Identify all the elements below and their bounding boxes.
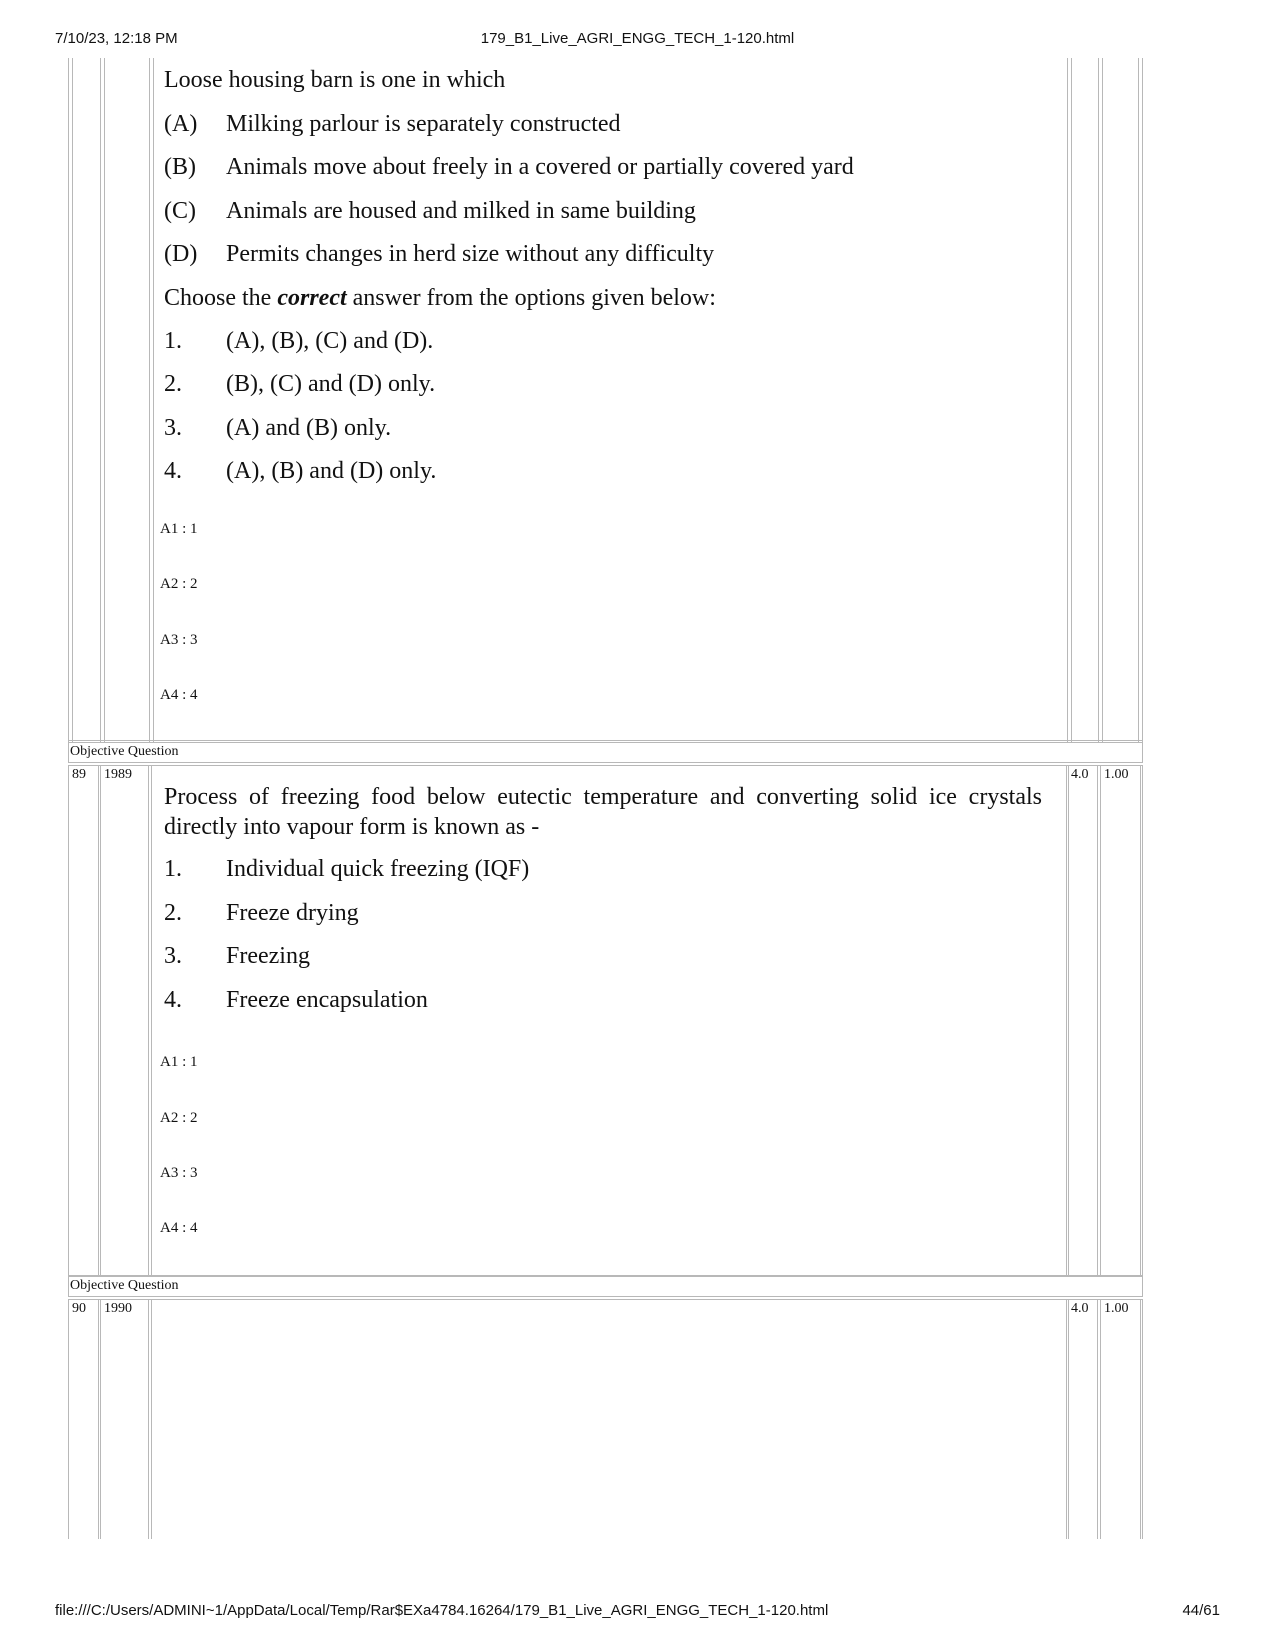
print-file-path: file:///C:/Users/ADMINI~1/AppData/Local/Temp/Rar$EXa4784.16264/179_B1_Live_AGRI_ENGG_TECH_1-120.html xyxy=(55,1602,829,1619)
q88-left-border-inner xyxy=(72,58,73,742)
q89-option-2: 2. Freeze drying xyxy=(164,900,359,926)
q90-section-label: Objective Question xyxy=(70,1278,179,1293)
q88-statement-b: (B) Animals move about freely in a covered or partially covered yard xyxy=(164,154,854,180)
q88-marks-col-right xyxy=(1098,58,1099,742)
q90-serial-cell xyxy=(68,1299,99,1539)
q88-serial-col-border-inner xyxy=(104,58,105,742)
q88-option-1: 1. (A), (B), (C) and (D). xyxy=(164,328,434,354)
q88-statement-c: (C) Animals are housed and milked in same building xyxy=(164,198,696,224)
q90-section-header xyxy=(68,1276,1143,1297)
q89-negative-cell xyxy=(1100,765,1141,1276)
print-doc-title: 179_B1_Live_AGRI_ENGG_TECH_1-120.html xyxy=(480,30,795,47)
q88-qid-col-border xyxy=(149,58,150,742)
q88-serial-col-border xyxy=(100,58,101,742)
q89-option-1: 1. Individual quick freezing (IQF) xyxy=(164,856,530,882)
q88-right-border-inner xyxy=(1138,58,1139,742)
q88-marks-col-border xyxy=(1071,58,1072,742)
q89-option-4: 4. Freeze encapsulation xyxy=(164,987,428,1013)
q88-qid-col-border-inner xyxy=(153,58,154,742)
q89-negative-marks: 1.00 xyxy=(1104,767,1129,782)
print-page-counter: 44/61 xyxy=(1182,1602,1220,1619)
q88-answer-3: A3 : 3 xyxy=(160,632,198,648)
q88-content-right-border xyxy=(1067,58,1068,742)
q88-instruction: Choose the correct answer from the options given below: xyxy=(164,285,716,311)
q88-option-3: 3. (A) and (B) only. xyxy=(164,415,392,441)
q89-marks: 4.0 xyxy=(1071,767,1089,782)
q88-neg-col-left xyxy=(1102,58,1103,742)
q90-serial: 90 xyxy=(72,1301,86,1316)
q88-left-border xyxy=(68,58,69,742)
q90-marks: 4.0 xyxy=(1071,1301,1089,1316)
q90-qid: 1990 xyxy=(104,1301,132,1316)
q90-negative-cell xyxy=(1100,1299,1141,1539)
q90-content-cell xyxy=(151,1299,1067,1539)
q88-answer-4: A4 : 4 xyxy=(160,687,198,703)
q90-negative-marks: 1.00 xyxy=(1104,1301,1129,1316)
q89-answer-1: A1 : 1 xyxy=(160,1054,198,1070)
q89-qid: 1989 xyxy=(104,767,132,782)
q89-option-3: 3. Freezing xyxy=(164,943,310,969)
q90-marks-cell xyxy=(1068,1299,1098,1539)
q88-stem: Loose housing barn is one in which xyxy=(164,67,506,93)
q89-serial-cell xyxy=(68,765,99,1276)
q88-option-2: 2. (B), (C) and (D) only. xyxy=(164,371,436,397)
q88-answer-2: A2 : 2 xyxy=(160,576,198,592)
q89-section-header xyxy=(68,742,1143,763)
q90-qid-cell xyxy=(100,1299,149,1539)
q89-answer-2: A2 : 2 xyxy=(160,1110,198,1126)
q88-option-4: 4. (A), (B) and (D) only. xyxy=(164,458,437,484)
print-datetime: 7/10/23, 12:18 PM xyxy=(55,30,178,47)
q89-qid-cell xyxy=(100,765,149,1276)
q89-stem: Process of freezing food below eutectic temperature and converting solid ice crystals directly into vapour form is known as - xyxy=(164,784,1042,840)
q88-right-border xyxy=(1142,58,1143,742)
q89-answer-4: A4 : 4 xyxy=(160,1220,198,1236)
q89-marks-cell xyxy=(1068,765,1098,1276)
q88-statement-a: (A) Milking parlour is separately constructed xyxy=(164,111,621,137)
q89-answer-3: A3 : 3 xyxy=(160,1165,198,1181)
q89-serial: 89 xyxy=(72,767,86,782)
q89-section-label: Objective Question xyxy=(70,744,179,759)
q88-statement-d: (D) Permits changes in herd size without any difficulty xyxy=(164,241,715,267)
q88-answer-1: A1 : 1 xyxy=(160,521,198,537)
